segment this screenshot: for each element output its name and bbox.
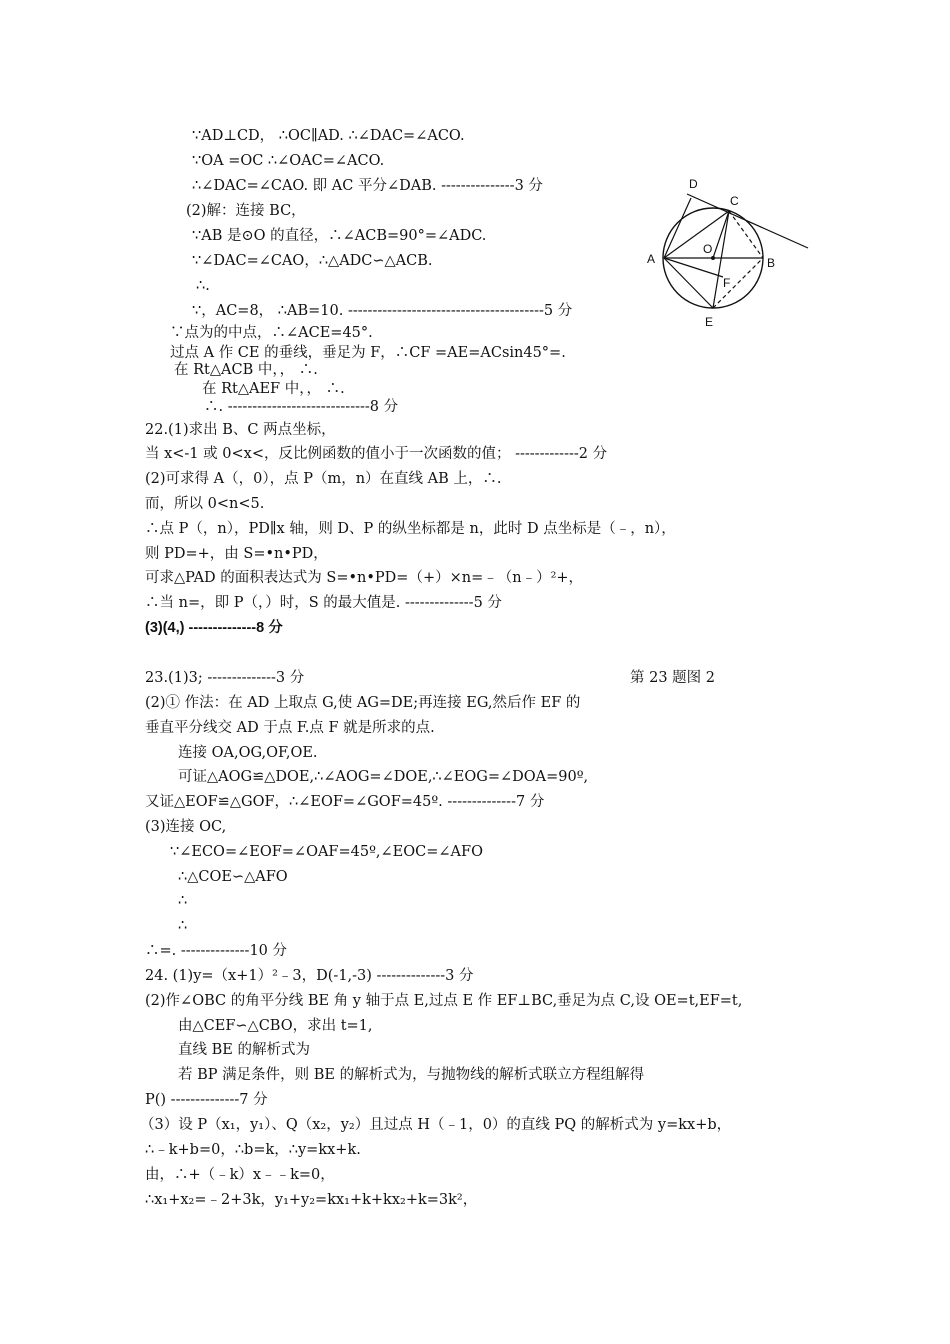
text-line: 22.(1)求出 B、C 两点坐标， — [145, 422, 336, 438]
text-line: 连接 OA,OG,OF,OE. — [178, 745, 318, 761]
text-line: (3)连接 OC, — [145, 819, 227, 835]
label-a: A — [647, 252, 656, 266]
text-line: 而，所以 0<n<5. — [145, 496, 265, 512]
tangent-line — [687, 194, 808, 248]
text-line: P() --------------7 分 — [145, 1092, 268, 1108]
label-e: E — [705, 315, 714, 329]
text-line: (2)解：连接 BC， — [186, 203, 306, 219]
text-line: (2)可求得 A（，0），点 P（m，n）在直线 AB 上，∴. — [145, 471, 502, 487]
label-d: D — [689, 177, 698, 191]
text-line: ∴∠DAC=∠CAO. 即 AC 平分∠DAB. ---------------3 分 — [192, 178, 543, 194]
segment-ad — [664, 198, 691, 258]
text-line: (2)① 作法：在 AD 上取点 G,使 AG=DE;再连接 EG,然后作 EF 的 — [145, 695, 581, 711]
text-line: ∴点 P（，n），PD∥x 轴，则 D、P 的纵坐标都是 n，此时 D 点坐标是（﹣，n）， — [145, 521, 676, 537]
text-line: 可证△AOG≌△DOE,∴∠AOG=∠DOE,∴∠EOG=∠DOA=90º, — [178, 769, 589, 785]
text-line: 若 BP 满足条件，则 BE 的解析式为，与抛物线的解析式联立方程组解得 — [178, 1067, 645, 1083]
segment-ac — [664, 211, 729, 258]
text-line: ∵AB 是⊙O 的直径，∴∠ACB=90°=∠ADC. — [192, 228, 487, 244]
text-line: 由△CEF∽△CBO，求出 t=1, — [178, 1018, 373, 1034]
text-line: ∴ — [178, 918, 188, 934]
circle-geometry-figure — [640, 170, 820, 335]
segment-ce — [713, 211, 729, 308]
text-line: 垂直平分线交 AD 于点 F.点 F 就是所求的点. — [145, 720, 435, 736]
text-line: ∴当 n=，即 P（，）时，S 的最大值是. --------------5 分 — [145, 595, 502, 611]
text-line: ∴=. --------------10 分 — [145, 943, 288, 959]
text-line: 可求△PAD 的面积表达式为 S=•n•PD=（+）×n=﹣（n﹣）²+， — [145, 570, 584, 586]
text-line: ∵∠DAC=∠CAO，∴△ADC∽△ACB. — [192, 253, 433, 269]
text-line: （3）设 P（x₁，y₁）、Q（x₂，y₂）且过点 H（﹣1，0）的直线 PQ 的解析式为 y=kx+b， — [140, 1117, 732, 1133]
label-f: F — [723, 276, 731, 290]
segment-oc — [713, 211, 729, 258]
text-line: 由，∴+（﹣k）x﹣﹣k=0， — [145, 1167, 335, 1183]
text-line: 在 Rt△AEF 中，， ∴. — [202, 381, 345, 397]
text-line: ∵∠ECO=∠EOF=∠OAF=45º,∠EOC=∠AFO — [170, 844, 483, 860]
text-line: (2)作∠OBC 的角平分线 BE 角 y 轴于点 E,过点 E 作 EF⊥BC,垂足为点 C,设 OE=t,EF=t, — [145, 993, 743, 1009]
text-line: ∴△COE∽△AFO — [178, 869, 288, 885]
text-line: 则 PD=+，由 S=•n•PD， — [145, 546, 328, 562]
text-line: 直线 BE 的解析式为 — [178, 1042, 310, 1058]
text-line: ∴x₁+x₂=﹣2+3k，y₁+y₂=kx₁+k+kx₂+k=3k²， — [145, 1192, 478, 1208]
label-o: O — [703, 242, 713, 256]
text-line: 23.(1)3; --------------3 分 — [145, 670, 305, 686]
figure-caption: 第 23 题图 2 — [630, 670, 716, 686]
label-c: C — [730, 194, 739, 208]
center-point — [711, 256, 715, 260]
text-line: 在 Rt△ACB 中，， ∴. — [174, 362, 318, 378]
text-line: (3)(4,) --------------8 分 — [145, 620, 283, 636]
text-line: ∴﹣k+b=0，∴b=k，∴y=kx+k. — [145, 1142, 361, 1158]
text-line: ∵OA =OC ∴∠OAC=∠ACO. — [192, 153, 385, 169]
text-line: ∵点为的中点，∴∠ACE=45°. — [170, 325, 373, 341]
text-line: 24. (1)y=（x+1）²﹣3，D(-1,-3) --------------3 分 — [145, 968, 474, 984]
text-line: ∴. -----------------------------8 分 — [204, 399, 399, 415]
text-line: ∴. — [196, 278, 210, 294]
text-line: 又证△EOF≌△GOF，∴∠EOF=∠GOF=45º. --------------7 分 — [145, 794, 545, 810]
label-b: B — [767, 256, 776, 270]
text-line: 过点 A 作 CE 的垂线，垂足为 F，∴CF =AE=ACsin45°=. — [170, 345, 566, 361]
text-line: ∵，AC=8， ∴AB=10. ----------------------------------------5 分 — [192, 303, 573, 319]
text-line: 当 x<-1 或 0<x<，反比例函数的值小于一次函数的值； -------------2 分 — [145, 446, 608, 462]
text-line: ∵AD⊥CD， ∴OC∥AD. ∴∠DAC=∠ACO. — [192, 128, 465, 144]
text-line: ∴ — [178, 893, 188, 909]
